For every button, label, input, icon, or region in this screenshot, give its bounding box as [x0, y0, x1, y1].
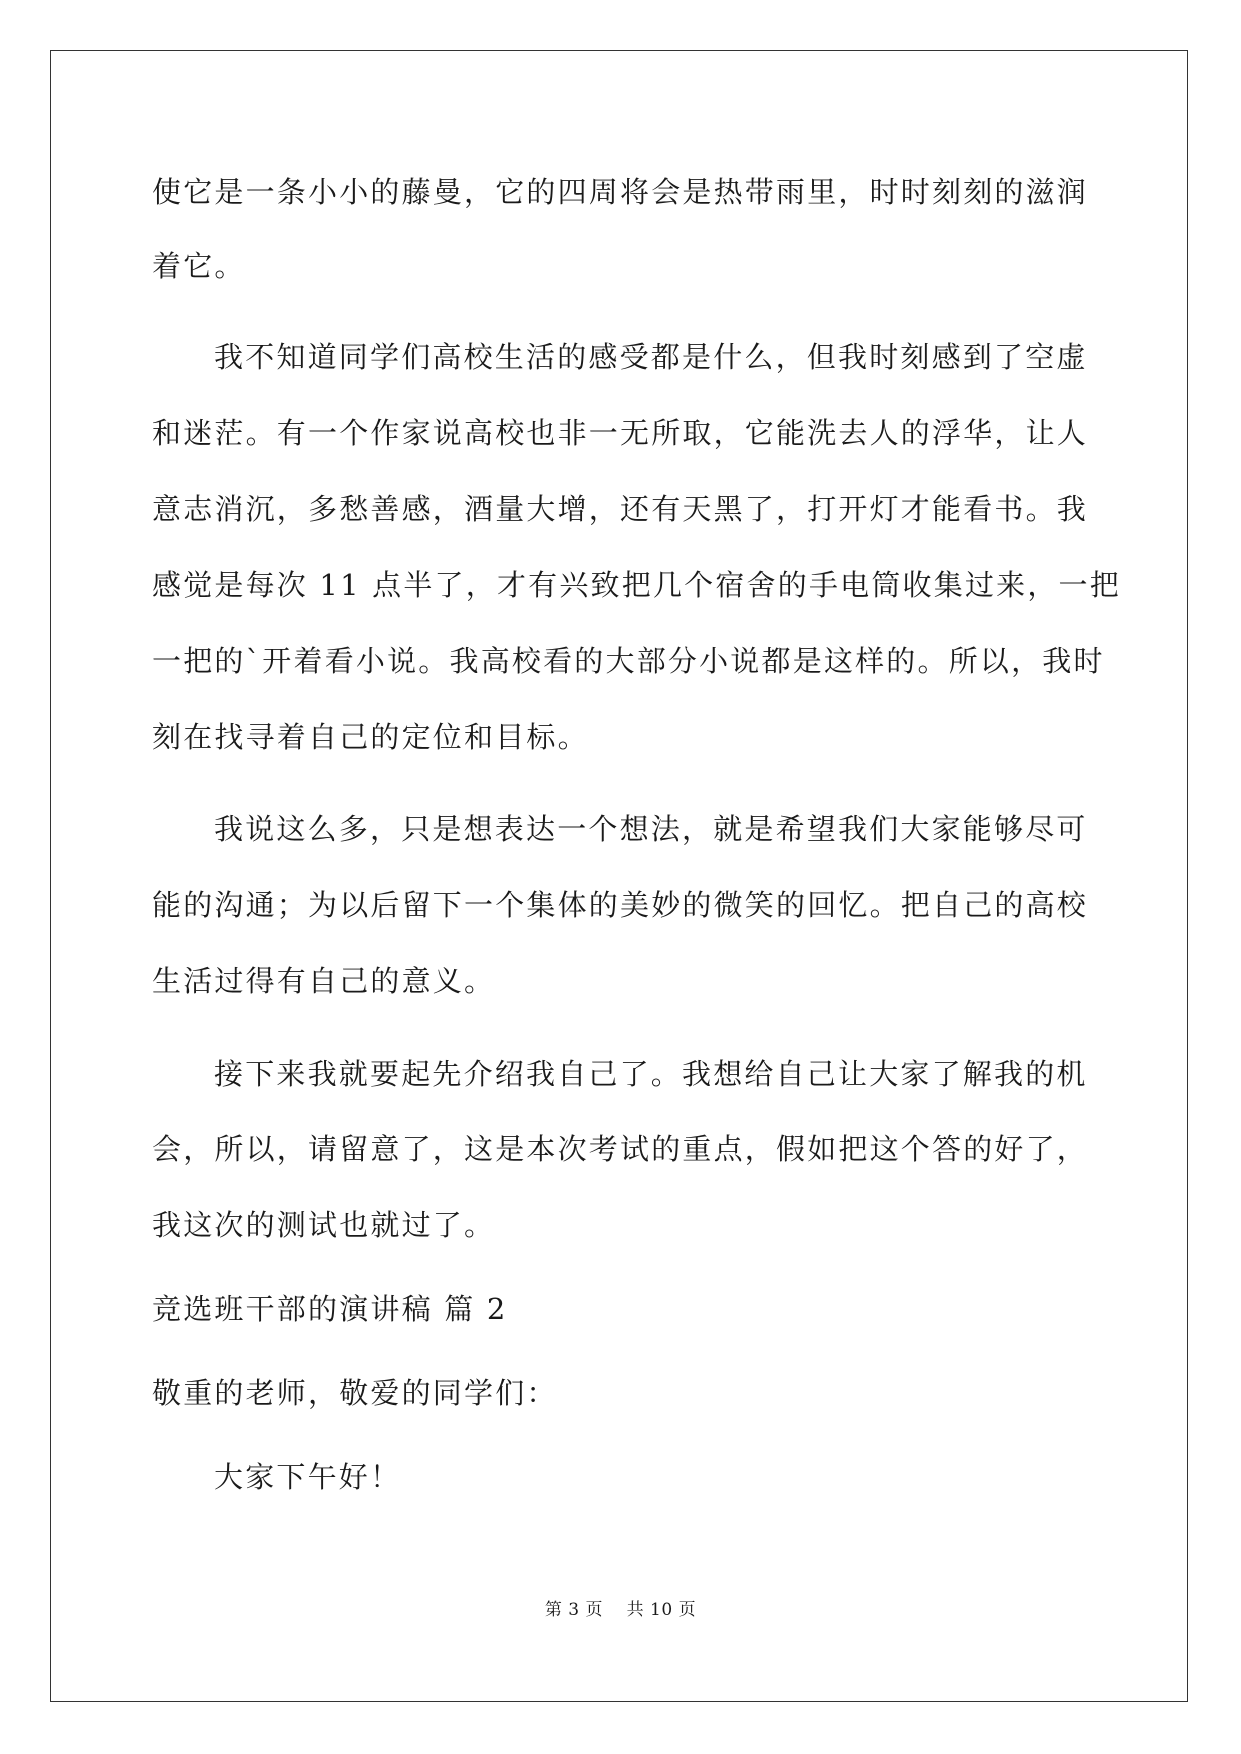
paragraph-line: 我说这么多，只是想表达一个想法，就是希望我们大家能够尽可	[214, 812, 1088, 846]
paragraph-line: 我这次的测试也就过了。	[152, 1208, 496, 1242]
paragraph-line: 感觉是每次 11 点半了，才有兴致把几个宿舍的手电筒收集过来，一把	[152, 568, 1121, 602]
paragraph-line: 意志消沉，多愁善感，酒量大增，还有天黑了，打开灯才能看书。我	[152, 492, 1089, 526]
greeting: 大家下午好！	[214, 1460, 402, 1494]
paragraph-line: 一把的`开着看小说。我高校看的大部分小说都是这样的。所以，我时	[152, 644, 1105, 678]
section-heading: 竞选班干部的演讲稿 篇 2	[152, 1292, 508, 1326]
page-number	[0, 1599, 1241, 1621]
paragraph-line: 刻在找寻着自己的定位和目标。	[152, 720, 589, 754]
paragraph-line: 着它。	[152, 249, 246, 283]
paragraph-line: 生活过得有自己的意义。	[152, 964, 496, 998]
paragraph-line: 接下来我就要起先介绍我自己了。我想给自己让大家了解我的机	[214, 1057, 1088, 1091]
page-border	[50, 50, 1188, 1702]
paragraph-line: 使它是一条小小的藤曼，它的四周将会是热带雨里，时时刻刻的滋润	[152, 175, 1089, 209]
paragraph-line: 我不知道同学们高校生活的感受都是什么，但我时刻感到了空虚	[214, 340, 1088, 374]
paragraph-line: 和迷茫。有一个作家说高校也非一无所取，它能洗去人的浮华，让人	[152, 416, 1089, 450]
page-number-label: 第 3 页 共 10 页	[544, 1600, 697, 1620]
paragraph-line: 会，所以，请留意了，这是本次考试的重点，假如把这个答的好了，	[152, 1132, 1089, 1166]
paragraph-line: 能的沟通；为以后留下一个集体的美妙的微笑的回忆。把自己的高校	[152, 888, 1089, 922]
salutation: 敬重的老师，敬爱的同学们：	[152, 1376, 558, 1410]
